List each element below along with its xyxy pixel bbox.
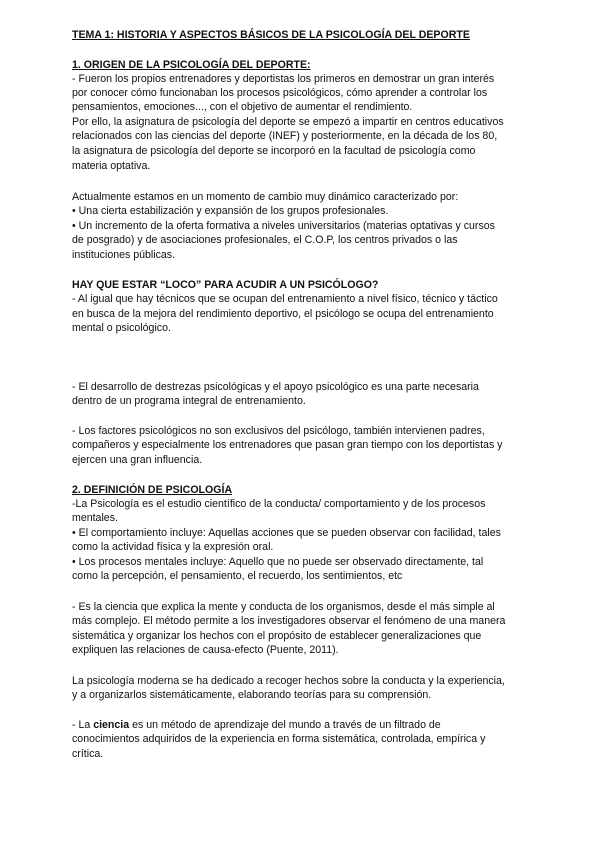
bullet-item: • Los procesos mentales incluye: Aquello que no puede ser observado directamente, tal bbox=[72, 556, 484, 568]
text-line: pensamientos, emociones..., con el objetivo de aumentar el rendimiento. bbox=[72, 101, 413, 113]
text-line: - Es la ciencia que explica la mente y conducta de los organismos, desde el más simple al bbox=[72, 601, 495, 613]
text-line: sistemática y organizar los hechos con el propósito de establecer generalizaciones que bbox=[72, 630, 482, 642]
text-line: por conocer cómo funcionaban los procesos psicológicos, cómo aprender a controlar los bbox=[72, 87, 488, 99]
text-line: Por ello, la asignatura de psicología del deporte se empezó a impartir en centros educativos bbox=[72, 116, 504, 128]
text-line: crítica. bbox=[72, 748, 104, 760]
text-line: la asignatura de psicología del deporte se incorporó en la facultad de psicología como bbox=[72, 145, 476, 157]
text-line: -La Psicología es el estudio científico de la conducta/ comportamiento y de los procesos bbox=[72, 498, 486, 510]
text-line: La psicología moderna se ha dedicado a recoger hechos sobre la conducta y la experiencia, bbox=[72, 675, 505, 687]
ciencia-term: ciencia bbox=[93, 719, 130, 731]
text-line: de posgrado) y de asociaciones profesionales, el C.O.P, los centros privados o las bbox=[72, 234, 458, 246]
bullet-item: • Una cierta estabilización y expansión de los grupos profesionales. bbox=[72, 205, 389, 217]
text-line: - Fueron los propios entrenadores y deportistas los primeros en demostrar un gran interés bbox=[72, 73, 495, 85]
text-line: expliquen las relaciones de causa-efecto (Puente, 2011). bbox=[72, 644, 339, 656]
text-line: - Al igual que hay técnicos que se ocupan del entrenamiento a nivel físico, técnico y táctico bbox=[72, 293, 498, 305]
document-title: TEMA 1: HISTORIA Y ASPECTOS BÁSICOS DE LA PSICOLOGÍA DEL DEPORTE bbox=[72, 29, 470, 41]
text-line: relacionados con las ciencias del deporte (INEF) y posteriormente, en la década de los 80, bbox=[72, 130, 498, 142]
bullet-item: • Un incremento de la oferta formativa a niveles universitarios (materias optativas y cursos bbox=[72, 220, 495, 232]
text-line: en busca de la mejora del rendimiento deportivo, el psicólogo se ocupa del entrenamiento bbox=[72, 308, 494, 320]
text-line: - El desarrollo de destrezas psicológicas y el apoyo psicológico es una parte necesaria bbox=[72, 381, 479, 393]
text-line: más complejo. El método permite a los investigadores observar el fenómeno de una manera bbox=[72, 615, 506, 627]
loco-heading: HAY QUE ESTAR “LOCO” PARA ACUDIR A UN PSICÓLOGO? bbox=[72, 279, 379, 291]
text-line: materia optativa. bbox=[72, 160, 151, 172]
text-line: como la percepción, el pensamiento, el recuerdo, los sentimientos, etc bbox=[72, 570, 403, 582]
ciencia-rest: es un método de aprendizaje del mundo a través de un filtrado de bbox=[129, 719, 441, 731]
text-line: ejercen una gran influencia. bbox=[72, 454, 203, 466]
text-line: mentales. bbox=[72, 512, 118, 524]
text-line: como la actividad física y la expresión oral. bbox=[72, 541, 274, 553]
text-line: y a organizarlos sistemáticamente, elaborando teorías para su comprensión. bbox=[72, 689, 432, 701]
section-1-heading: 1. ORIGEN DE LA PSICOLOGÍA DEL DEPORTE: bbox=[72, 59, 311, 71]
ciencia-line bbox=[72, 718, 441, 732]
text-line: dentro de un programa integral de entrenamiento. bbox=[72, 395, 306, 407]
text-line: mental o psicológico. bbox=[72, 322, 171, 334]
ciencia-prefix: - La bbox=[72, 719, 94, 731]
text-line: conocimientos adquiridos de la experiencia en forma sistemática, controlada, empírica y bbox=[72, 733, 486, 745]
text-line: compañeros y especialmente los entrenadores que pasan gran tiempo con los deportistas y bbox=[72, 439, 503, 451]
text-line: Actualmente estamos en un momento de cambio muy dinámico caracterizado por: bbox=[72, 191, 459, 203]
bullet-item: • El comportamiento incluye: Aquellas acciones que se pueden observar con facilidad, tales bbox=[72, 527, 501, 539]
text-line: - Los factores psicológicos no son exclusivos del psicólogo, también intervienen padres, bbox=[72, 425, 485, 437]
text-line: instituciones públicas. bbox=[72, 249, 176, 261]
section-2-heading: 2. DEFINICIÓN DE PSICOLOGÍA bbox=[72, 484, 233, 496]
